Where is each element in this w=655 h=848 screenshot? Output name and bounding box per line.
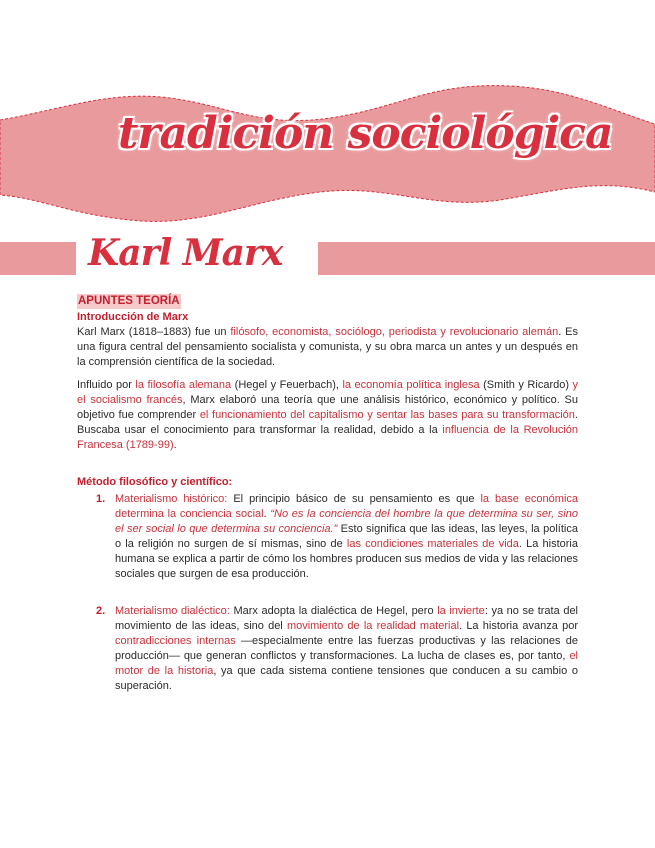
text-span: El principio básico de su pensamiento es que bbox=[227, 493, 481, 505]
highlight-span: contradicciones internas bbox=[115, 635, 236, 647]
quote-span: “No es la conciencia del hombre la que determina su ser, sino el ser social lo que determina su conciencia.” bbox=[115, 508, 578, 535]
document-body bbox=[77, 294, 578, 694]
highlight-span: y el socialismo francés bbox=[77, 379, 579, 406]
highlight-span: filósofo, economista, sociólogo, periodista y revolucionario alemán bbox=[230, 326, 559, 338]
text-span: , ya que cada sistema contiene tensiones que conducen a su cambio o superación. bbox=[115, 665, 578, 692]
highlight-span: la filosofía alemana bbox=[135, 379, 232, 391]
section-label: APUNTES TEORÍA bbox=[78, 295, 180, 307]
text-span: Influido por bbox=[77, 379, 136, 391]
text-span: . bbox=[263, 508, 271, 520]
term-label: Materialismo histórico: bbox=[115, 493, 228, 505]
text-span: . bbox=[173, 439, 177, 451]
method-heading: Método filosófico y científico: bbox=[77, 476, 233, 488]
text-span: . La historia humana se explica a partir de cómo los hombres producen sus medios de vida y las relaciones sociales que surgen de esa producción. bbox=[115, 538, 578, 580]
highlight-span: la base económica determina la conciencia social bbox=[115, 493, 579, 520]
intro-paragraph-2 bbox=[77, 378, 578, 453]
text-span: . La historia avanza por bbox=[459, 620, 578, 632]
text-span: , Marx elaboró una teoría que une análisis histórico, económico y político. Su objetivo fue comprender bbox=[77, 394, 579, 421]
highlight-span: el motor de la historia bbox=[115, 650, 578, 677]
list-item bbox=[77, 492, 578, 582]
text-span: (Hegel y Feuerbach), bbox=[231, 379, 343, 391]
text-span: (Smith y Ricardo) bbox=[479, 379, 573, 391]
title-band-right bbox=[318, 242, 655, 275]
page-title: tradición sociológica bbox=[118, 108, 613, 159]
text-span: Esto significa que las ideas, las leyes, la política o la religión no surgen de sí mismas, sino de bbox=[115, 523, 578, 550]
method-list bbox=[77, 492, 578, 694]
highlight-span: la economía política inglesa bbox=[342, 379, 480, 391]
text-span: Karl Marx (1818–1883) fue un bbox=[77, 326, 231, 338]
text-span: Marx adopta la dialéctica de Hegel, pero bbox=[229, 605, 438, 617]
section-subheading: Introducción de Marx bbox=[77, 311, 189, 323]
highlight-span: movimiento de la realidad material bbox=[286, 620, 460, 632]
title-band-left bbox=[0, 242, 76, 275]
highlight-span: influencia de la Revolución Francesa (1789-99) bbox=[77, 424, 578, 451]
text-span: . Es una figura central del pensamiento socialista y comunista, y su obra marca un antes y un después en la comprensión científica de la sociedad. bbox=[77, 326, 579, 368]
text-span: : ya no se trata del movimiento de las ideas, sino del bbox=[115, 605, 579, 632]
list-number: 1. bbox=[96, 493, 106, 505]
highlight-span: el funcionamiento del capitalismo y sentar las bases para su transformación bbox=[199, 409, 575, 421]
list-number: 2. bbox=[96, 605, 106, 617]
text-span: . Buscaba usar el conocimiento para transformar la realidad, debido a la bbox=[77, 409, 578, 436]
page-subtitle: Karl Marx bbox=[88, 232, 283, 274]
term-label: Materialismo dialéctico: bbox=[115, 605, 230, 617]
highlight-span: las condiciones materiales de vida bbox=[346, 538, 519, 550]
highlight-span: la invierte bbox=[437, 605, 485, 617]
list-item bbox=[77, 604, 578, 694]
intro-paragraph-1 bbox=[77, 325, 578, 370]
text-span: —especialmente entre las fuerzas productivas y las relaciones de producción— que generan conflictos y transformaciones. La lucha de clases es, por tanto, bbox=[115, 635, 578, 662]
